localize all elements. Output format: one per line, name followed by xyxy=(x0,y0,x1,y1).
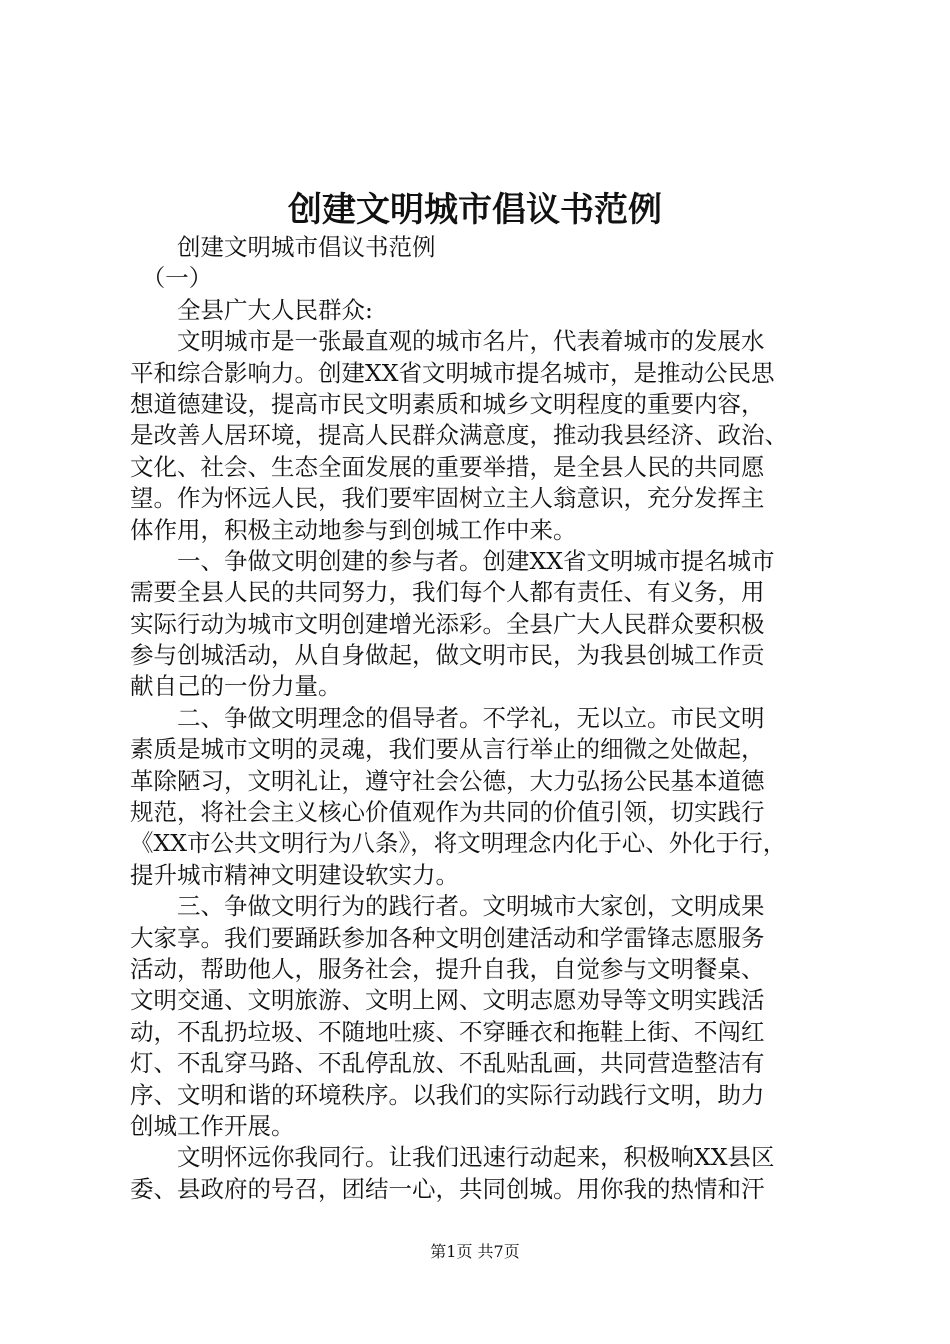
body-line: 创城工作开展。 xyxy=(130,1111,295,1140)
body-line: 参与创城活动，从自身做起，做文明市民，为我县创城工作贡 xyxy=(130,641,765,670)
body-line: 献自己的一份力量。 xyxy=(130,672,342,701)
body-line: 体作用，积极主动地参与到创城工作中来。 xyxy=(130,515,577,544)
body-line: 提升城市精神文明建设软实力。 xyxy=(130,860,459,889)
body-line: 文化、社会、生态全面发展的重要举措，是全县人民的共同愿 xyxy=(130,452,765,481)
body-line: 活动，帮助他人，服务社会，提升自我，自觉参与文明餐桌、 xyxy=(130,954,765,983)
body-line: 想道德建设，提高市民文明素质和城乡文明程度的重要内容， xyxy=(130,389,765,418)
page-footer: 第1页 共7页 xyxy=(430,1242,520,1261)
body-line: 需要全县人民的共同努力，我们每个人都有责任、有义务，用 xyxy=(130,578,765,607)
body-line: 平和综合影响力。创建XX省文明城市提名城市，是推动公民思 xyxy=(130,358,775,387)
body-line: 实际行动为城市文明创建增光添彩。全县广大人民群众要积极 xyxy=(130,609,765,638)
body-line: 是改善人居环境，提高人民群众满意度，推动我县经济、政治、 xyxy=(130,421,788,450)
body-line: 文明城市是一张最直观的城市名片，代表着城市的发展水 xyxy=(130,327,765,356)
body-line: （一） xyxy=(130,264,213,293)
document-body xyxy=(130,232,830,1205)
body-line: 全县广大人民群众: xyxy=(130,295,373,324)
body-line: 素质是城市文明的灵魂，我们要从言行举止的细微之处做起， xyxy=(130,735,765,764)
body-line: 大家享。我们要踊跃参加各种文明创建活动和学雷锋志愿服务 xyxy=(130,923,765,952)
body-line: 《XX市公共文明行为八条》，将文明理念内化于心、外化于行， xyxy=(130,829,787,858)
body-line: 革除陋习，文明礼让，遵守社会公德，大力弘扬公民基本道德 xyxy=(130,766,765,795)
body-line: 二、争做文明理念的倡导者。不学礼，无以立。市民文明 xyxy=(130,703,765,732)
body-line: 灯、不乱穿马路、不乱停乱放、不乱贴乱画，共同营造整洁有 xyxy=(130,1049,765,1078)
body-line: 创建文明城市倡议书范例 xyxy=(130,233,436,261)
body-line: 序、文明和谐的环境秩序。以我们的实际行动践行文明，助力 xyxy=(130,1080,765,1109)
body-line: 动，不乱扔垃圾、不随地吐痰、不穿睡衣和拖鞋上街、不闯红 xyxy=(130,1017,765,1046)
body-line: 委、县政府的号召，团结一心，共同创城。用你我的热情和汗 xyxy=(130,1174,765,1203)
body-line: 三、争做文明行为的践行者。文明城市大家创，文明成果 xyxy=(130,892,765,921)
body-line: 文明怀远你我同行。让我们迅速行动起来，积极响XX县区 xyxy=(130,1143,775,1172)
body-line: 一、争做文明创建的参与者。创建XX省文明城市提名城市 xyxy=(130,546,775,575)
body-line: 望。作为怀远人民，我们要牢固树立主人翁意识，充分发挥主 xyxy=(130,484,765,513)
body-line: 文明交通、文明旅游、文明上网、文明志愿劝导等文明实践活 xyxy=(130,986,765,1015)
document-title: 创建文明城市倡议书范例 xyxy=(288,190,662,230)
body-line: 规范，将社会主义核心价值观作为共同的价值引领，切实践行 xyxy=(130,798,765,827)
